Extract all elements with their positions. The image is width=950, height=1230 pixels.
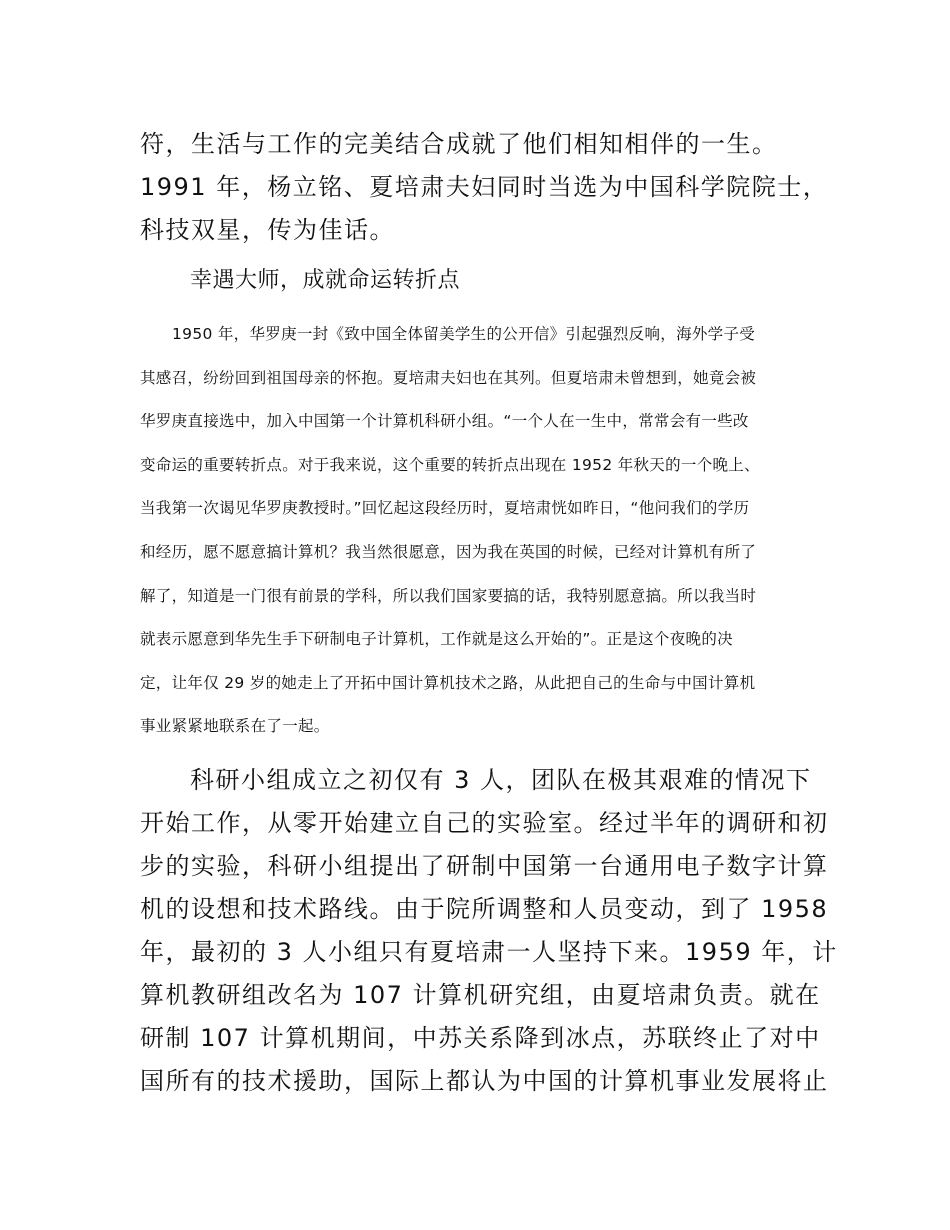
section-heading: 幸遇大师，成就命运转折点: [190, 268, 461, 293]
paragraph-2-line-5: 当我第一次谒见华罗庚教授时。”回忆起这段经历时，夏培肃恍如昨日，“他问我们的学历: [140, 499, 750, 517]
paragraph-2-line-2: 其感召，纷纷回到祖国母亲的怀抱。夏培肃夫妇也在其列。但夏培肃未曾想到，她竟会被: [140, 369, 757, 387]
paragraph-2-line-3: 华罗庚直接选中，加入中国第一个计算机科研小组。“一个人在一生中，常常会有一些改: [140, 412, 749, 430]
paragraph-3-line-1: 科研小组成立之初仅有 3 人，团队在极其艰难的情况下: [190, 766, 812, 794]
paragraph-2-line-7: 解了，知道是一门很有前景的学科，所以我们国家要搞的话，我特别愿意搞。所以我当时: [140, 587, 757, 605]
paragraph-1-line-2: 1991 年，杨立铭、夏培肃夫妇同时当选为中国科学院院士，: [140, 173, 829, 201]
paragraph-3-line-8: 国所有的技术援助，国际上都认为中国的计算机事业发展将止: [140, 1067, 829, 1095]
paragraph-3-line-5: 年，最初的 3 人小组只有夏培肃一人坚持下来。1959 年，计: [140, 938, 838, 966]
paragraph-3-line-4: 机的设想和技术路线。由于院所调整和人员变动，到了 1958: [140, 895, 829, 923]
paragraph-2-line-10: 事业紧紧地联系在了一起。: [140, 717, 330, 735]
paragraph-1-line-3: 科技双星，传为佳话。: [140, 216, 395, 244]
paragraph-2-line-1: 1950 年，华罗庚一封《致中国全体留美学生的公开信》引起强烈反响，海外学子受: [172, 325, 756, 343]
paragraph-2-line-8: 就表示愿意到华先生手下研制电子计算机，工作就是这么开始的”。正是这个夜晚的决: [140, 630, 733, 648]
paragraph-3-line-7: 研制 107 计算机期间，中苏关系降到冰点，苏联终止了对中: [140, 1024, 821, 1052]
paragraph-3-line-6: 算机教研组改名为 107 计算机研究组，由夏培肃负责。就在: [140, 981, 821, 1009]
paragraph-2-line-9: 定，让年仅 29 岁的她走上了开拓中国计算机技术之路，从此把自己的生命与中国计算机: [140, 674, 756, 692]
paragraph-2-line-4: 变命运的重要转折点。对于我来说，这个重要的转折点出现在 1952 年秋天的一个晚上、: [140, 456, 760, 474]
paragraph-3-line-2: 开始工作，从零开始建立自己的实验室。经过半年的调研和初: [140, 809, 829, 837]
paragraph-2-line-6: 和经历，愿不愿意搞计算机？我当然很愿意，因为我在英国的时候，已经对计算机有所了: [140, 543, 757, 561]
paragraph-1-line-1: 符，生活与工作的完美结合成就了他们相知相伴的一生。: [140, 130, 778, 158]
paragraph-3-line-3: 步的实验，科研小组提出了研制中国第一台通用电子数字计算: [140, 852, 829, 880]
